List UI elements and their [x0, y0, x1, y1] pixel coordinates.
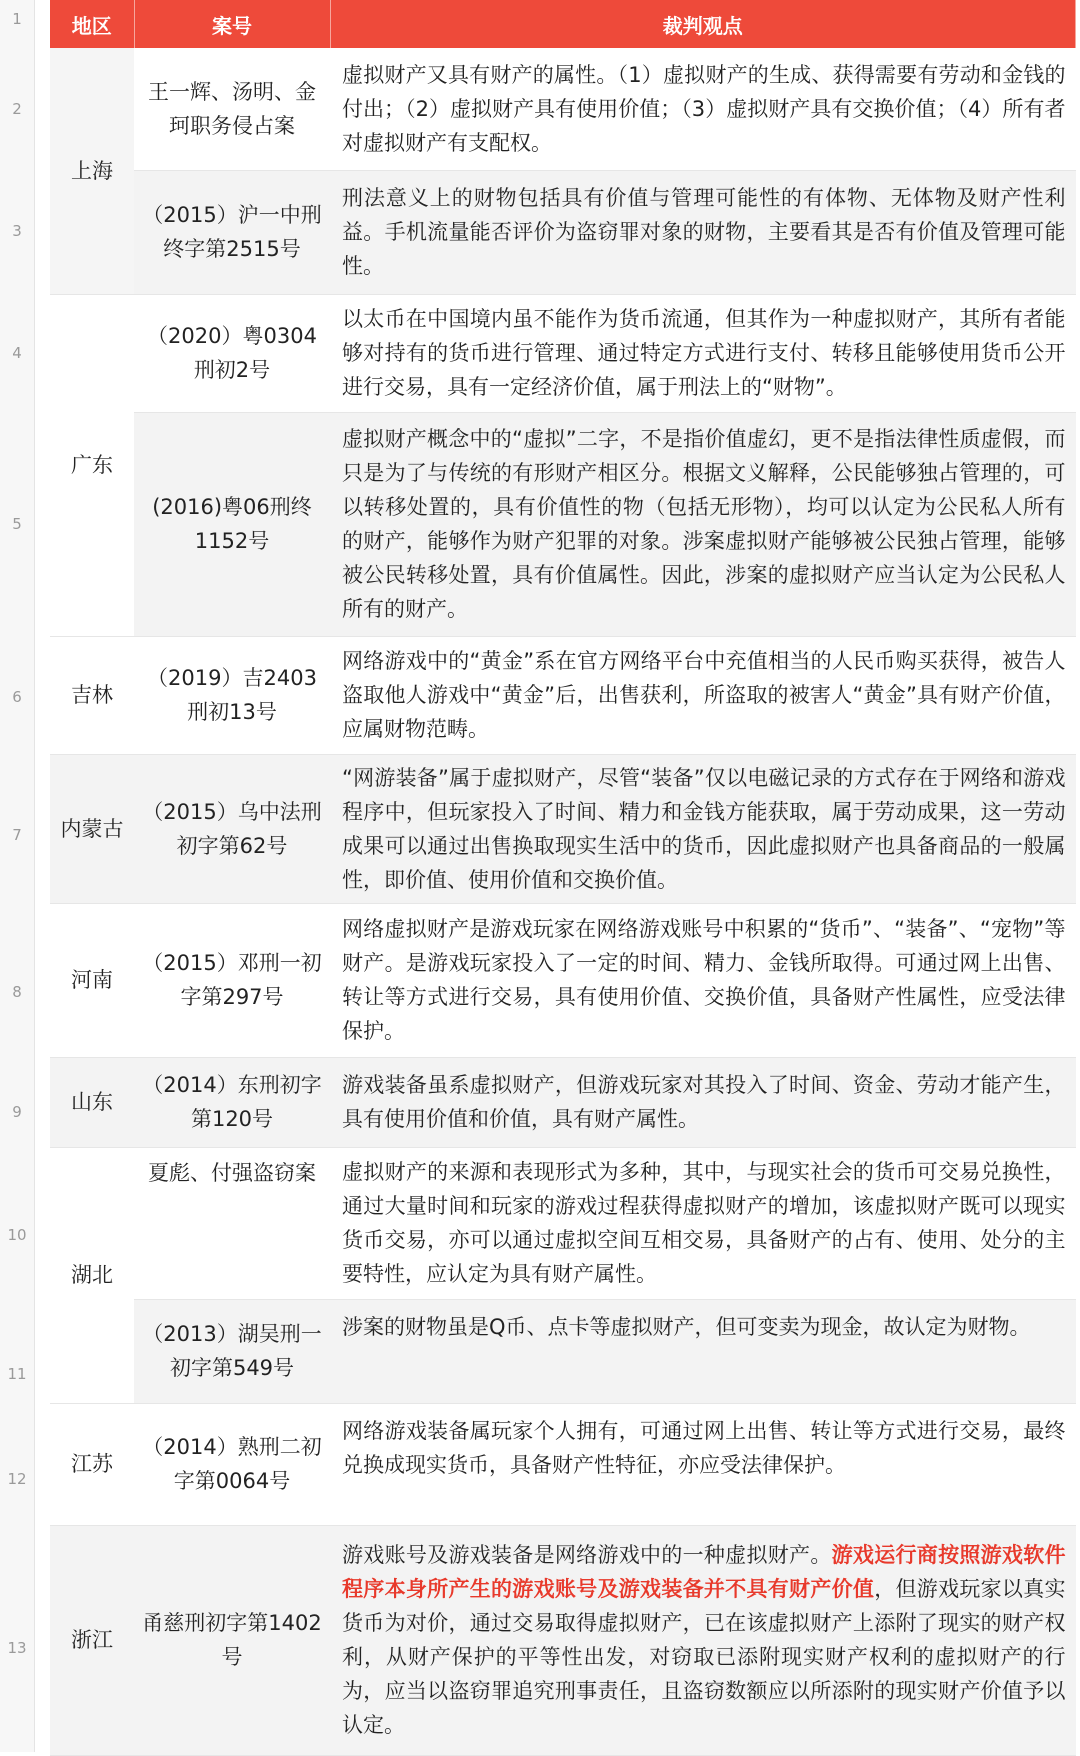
view-cell[interactable]: 游戏装备虽系虚拟财产，但游戏玩家对其投入了时间、资金、劳动才能产生，具有使用价值和价值，具有财产属性。 — [330, 1057, 1076, 1147]
region-cell[interactable]: 湖北 — [50, 1147, 134, 1403]
row-number: 6 — [12, 688, 22, 706]
table-row — [50, 170, 1076, 294]
table-row — [50, 48, 1076, 170]
case-cell[interactable]: （2013）湖吴刑一初字第549号 — [134, 1299, 330, 1403]
region-cell[interactable]: 江苏 — [50, 1403, 134, 1525]
region-cell[interactable]: 吉林 — [50, 636, 134, 754]
table-row — [50, 1525, 1076, 1755]
row-number: 12 — [7, 1470, 27, 1488]
header-case-no[interactable]: 案号 — [134, 0, 330, 48]
case-cell[interactable]: 王一辉、汤明、金珂职务侵占案 — [134, 48, 330, 170]
row-number-gutter — [0, 0, 35, 1752]
view-cell[interactable]: 刑法意义上的财物包括具有价值与管理可能性的有体物、无体物及财产性利益。手机流量能否评价为盗窃罪对象的财物，主要看其是否有价值及管理可能性。 — [330, 170, 1076, 294]
row-number: 9 — [12, 1103, 22, 1121]
view-cell[interactable]: 涉案的财物虽是Q币、点卡等虚拟财产，但可变卖为现金，故认定为财物。 — [330, 1299, 1076, 1403]
header-view[interactable]: 裁判观点 — [330, 0, 1076, 48]
case-cell[interactable]: （2020）粤0304刑初2号 — [134, 294, 330, 412]
view-cell[interactable]: 网络游戏中的“黄金”系在官方网络平台中充值相当的人民币购买获得，被告人盗取他人游戏中“黄金”后，出售获利，所盗取的被害人“黄金”具有财产价值，应属财物范畴。 — [330, 636, 1076, 754]
case-cell[interactable]: (2016)粤06刑终1152号 — [134, 412, 330, 636]
row-number: 10 — [7, 1226, 27, 1244]
row-number: 11 — [7, 1365, 27, 1383]
view-text: 游戏账号及游戏装备是网络游戏中的一种虚拟财产。 — [342, 1543, 832, 1567]
row-number: 3 — [12, 222, 22, 240]
table-row — [50, 754, 1076, 903]
region-cell[interactable]: 广东 — [50, 294, 134, 636]
case-cell[interactable]: 夏彪、付强盗窃案 — [134, 1147, 330, 1299]
row-number: 1 — [12, 10, 22, 28]
case-cell[interactable]: （2015）乌中法刑初字第62号 — [134, 754, 330, 903]
case-cell[interactable]: （2015）邓刑一初字第297号 — [134, 903, 330, 1057]
view-cell[interactable]: “网游装备”属于虚拟财产，尽管“装备”仅以电磁记录的方式存在于网络和游戏程序中，但玩家投入了时间、精力和金钱方能获取，属于劳动成果，这一劳动成果可以通过出售换取现实生活中的货币，因此虚拟财产也具备商品的一般属性，即价值、使用价值和交换价值。 — [330, 754, 1076, 903]
highlighted-text: 游戏运行商按照游戏软件程序本身所产生的游戏账号及游戏装备并不具有财产价值 — [342, 1543, 1066, 1601]
region-cell[interactable]: 山东 — [50, 1057, 134, 1147]
row-number: 2 — [12, 100, 22, 118]
view-cell[interactable]: 虚拟财产又具有财产的属性。（1）虚拟财产的生成、获得需要有劳动和金钱的付出；（2）虚拟财产具有使用价值；（3）虚拟财产具有交换价值；（4）所有者对虚拟财产有支配权。 — [330, 48, 1076, 170]
case-cell[interactable]: （2015）沪一中刑终字第2515号 — [134, 170, 330, 294]
case-cell[interactable]: （2014）熟刑二初字第0064号 — [134, 1403, 330, 1525]
view-cell[interactable] — [330, 1525, 1076, 1755]
row-number: 13 — [7, 1639, 27, 1657]
view-cell[interactable]: 虚拟财产概念中的“虚拟”二字，不是指价值虚幻，更不是指法律性质虚假，而只是为了与传统的有形财产相区分。根据文义解释，公民能够独占管理的，可以转移处置的，具有价值性的物（包括无形物），均可以认定为公民私人所有的财产，能够作为财产犯罪的对象。涉案虚拟财产能够被公民独占管理，能够被公民转移处置，具有价值属性。因此，涉案的虚拟财产应当认定为公民私人所有的财产。 — [330, 412, 1076, 636]
table-row — [50, 636, 1076, 754]
table-row — [50, 412, 1076, 636]
region-cell[interactable]: 浙江 — [50, 1525, 134, 1755]
row-number: 5 — [12, 515, 22, 533]
row-number: 4 — [12, 344, 22, 362]
row-number: 7 — [12, 826, 22, 844]
header-row — [50, 0, 1076, 48]
judgment-table — [50, 0, 1076, 1756]
table-row — [50, 1403, 1076, 1525]
table-row — [50, 1147, 1076, 1299]
region-cell[interactable]: 河南 — [50, 903, 134, 1057]
view-cell[interactable]: 网络游戏装备属玩家个人拥有，可通过网上出售、转让等方式进行交易，最终兑换成现实货币，具备财产性特征，亦应受法律保护。 — [330, 1403, 1076, 1525]
view-cell[interactable]: 网络虚拟财产是游戏玩家在网络游戏账号中积累的“货币”、“装备”、“宠物”等财产。是游戏玩家投入了一定的时间、精力、金钱所取得。可通过网上出售、转让等方式进行交易，具有使用价值、交换价值，具备财产性属性，应受法律保护。 — [330, 903, 1076, 1057]
view-cell[interactable]: 以太币在中国境内虽不能作为货币流通，但其作为一种虚拟财产，其所有者能够对持有的货币进行管理、通过特定方式进行支付、转移且能够使用货币公开进行交易，具有一定经济价值，属于刑法上的“财物”。 — [330, 294, 1076, 412]
table-row — [50, 294, 1076, 412]
table-row — [50, 903, 1076, 1057]
header-region[interactable]: 地区 — [50, 0, 134, 48]
row-number: 8 — [12, 983, 22, 1001]
case-cell[interactable]: （2019）吉2403刑初13号 — [134, 636, 330, 754]
view-cell[interactable]: 虚拟财产的来源和表现形式为多种，其中，与现实社会的货币可交易兑换性，通过大量时间和玩家的游戏过程获得虚拟财产的增加，该虚拟财产既可以现实货币交易，亦可以通过虚拟空间互相交易，具备财产的占有、使用、处分的主要特性，应认定为具有财产属性。 — [330, 1147, 1076, 1299]
table-row — [50, 1057, 1076, 1147]
case-cell[interactable]: （2014）东刑初字第120号 — [134, 1057, 330, 1147]
region-cell[interactable]: 上海 — [50, 48, 134, 294]
case-cell[interactable]: 甬慈刑初字第1402号 — [134, 1525, 330, 1755]
table-row — [50, 1299, 1076, 1403]
region-cell[interactable]: 内蒙古 — [50, 754, 134, 903]
view-text: ，但游戏玩家以真实货币为对价，通过交易取得虚拟财产，已在该虚拟财产上添附了现实的财产权利，从财产保护的平等性出发，对窃取已添附现实财产权利的虚拟财产的行为，应当以盗窃罪追究刑事责任，且盗窃数额应以所添附的现实财产价值予以认定。 — [342, 1577, 1066, 1737]
